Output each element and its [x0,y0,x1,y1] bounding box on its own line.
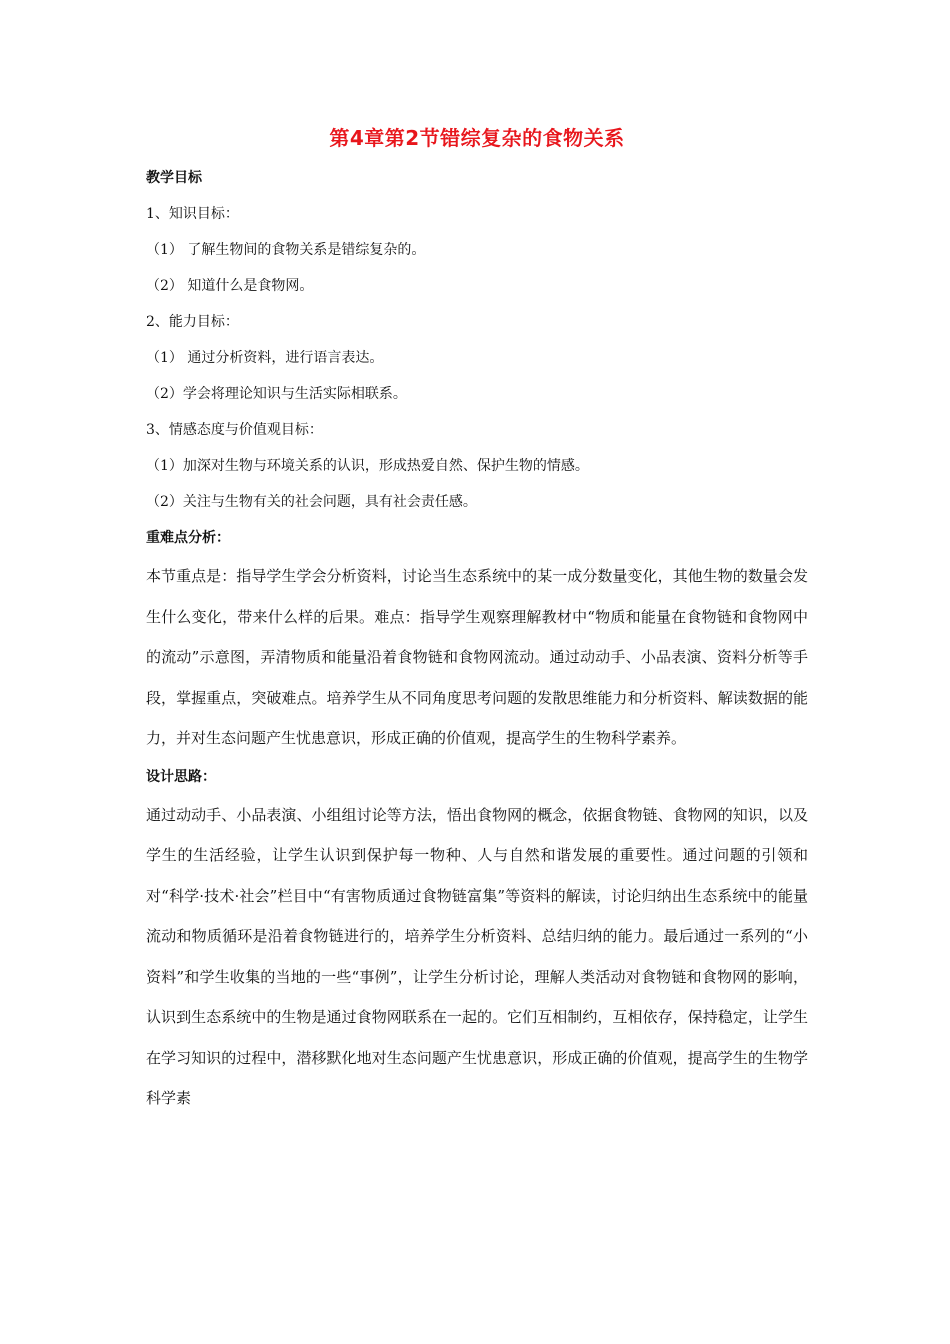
document-page [146,120,808,1119]
design-section [146,759,808,1119]
emotion-objective-label: 3、情感态度与价值观目标： [146,422,323,438]
knowledge-objective-item: （2） 知道什么是食物网。 [146,278,314,294]
knowledge-objective-item: （1） 了解生物间的食物关系是错综复杂的。 [146,242,426,258]
ability-objective-item: （2）学会将理论知识与生活实际相联系。 [146,386,407,402]
document-title: 第4章第2节错综复杂的食物关系 [329,126,625,150]
analysis-paragraph: 本节重点是：指导学生学会分析资料，讨论当生态系统中的某一成分数量变化，其他生物的数量会发生什么变化，带来什么样的后果。难点：指导学生观察理解教材中“物质和能量在食物链和食物网中的流动”示意图，弄清物质和能量沿着食物链和食物网流动。通过动动手、小品表演、资料分析等手段，掌握重点，突破难点。培养学生从不同角度思考问题的发散思维能力和分析资料、解读数据的能力，并对生态问题产生忧患意识，形成正确的价值观，提高学生的生物科学素养。 [146,567,808,747]
emotion-objective-item: （1）加深对生物与环境关系的认识，形成热爱自然、保护生物的情感。 [146,458,589,474]
knowledge-objective-label: 1、知识目标： [146,206,239,222]
design-paragraph: 通过动动手、小品表演、小组组讨论等方法，悟出食物网的概念，依据食物链、食物网的知识，以及学生的生活经验，让学生认识到保护每一物种、人与自然和谐发展的重要性。通过问题的引领和对“科学·技术·社会”栏目中“有害物质通过食物链富集”等资料的解读，讨论归纳出生态系统中的能量流动和物质循环是沿着食物链进行的，培养学生分析资料、总结归纳的能力。最后通过一系列的“小资料”和学生收集的当地的一些“事例”，让学生分析讨论，理解人类活动对食物链和食物网的影响，认识到生态系统中的生物是通过食物网联系在一起的。它们互相制约，互相依存，保持稳定，让学生在学习知识的过程中，潜移默化地对生态问题产生忧患意识，形成正确的价值观，提高学生的生物学科学素 [146,805,808,1107]
ability-objective-label: 2、能力目标： [146,314,239,330]
ability-objective-item: （1） 通过分析资料，进行语言表达。 [146,350,384,366]
design-heading: 设计思路： [146,768,216,785]
analysis-section [146,520,808,759]
objectives-heading: 教学目标 [146,170,202,186]
analysis-heading: 重难点分析： [146,530,230,546]
objectives-section [146,160,808,520]
emotion-objective-item: （2）关注与生物有关的社会问题，具有社会责任感。 [146,494,477,510]
